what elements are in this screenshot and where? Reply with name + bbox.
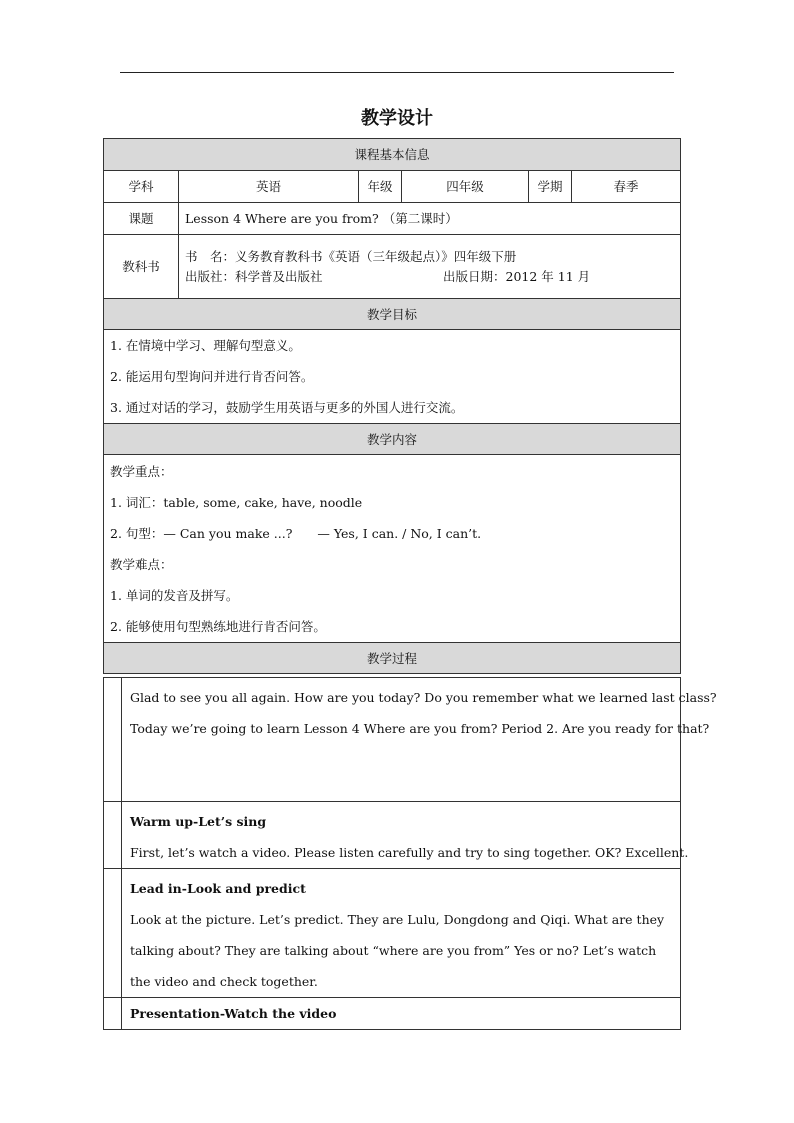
presentation-title: Presentation-Watch the video — [130, 1006, 337, 1021]
grade-value: 四年级 — [402, 171, 529, 203]
process-gutter — [104, 802, 122, 869]
header-rule — [120, 72, 674, 73]
key-points-label: 教学重点： — [110, 463, 173, 479]
textbook-name: 书 名：义务教育教科书《英语（三年级起点）》四年级下册 — [185, 248, 517, 264]
leadin-title: Lead in-Look and predict — [130, 881, 306, 896]
subject-label: 学科 — [104, 171, 179, 203]
textbook-publish-line — [185, 267, 674, 287]
goal-item: 3. 通过对话的学习，鼓励学生用英语与更多的外国人进行交流。 — [110, 400, 464, 415]
topic-value: Lesson 4 Where are you from? （第二课时） — [179, 203, 681, 235]
goal-item: 1. 在情境中学习、理解句型意义。 — [110, 338, 301, 353]
leadin-text: Look at the picture. Let’s predict. They are Lulu, Dongdong and Qiqi. What are they talking about? They are talking about “where are you from” Yes or no? Let’s watch the video and check together. — [130, 912, 665, 989]
key-point-item: 2. 句型：— Can you make ...? — Yes, I can. / No, I can’t. — [110, 525, 482, 541]
process-intro — [122, 678, 717, 802]
intro-line: Today we’re going to learn Lesson 4 Where are you from? Period 2. Are you ready for that? — [130, 721, 710, 736]
term-value: 春季 — [572, 171, 681, 203]
process-presentation — [122, 998, 681, 1030]
document-title: 教学设计 — [361, 108, 433, 129]
grade-label: 年级 — [359, 171, 402, 203]
textbook-details — [179, 235, 681, 299]
textbook-label: 教科书 — [104, 235, 179, 299]
section-header-basic-info: 课程基本信息 — [104, 139, 681, 171]
textbook-date: 出版日期：2012 年 11 月 — [443, 268, 591, 284]
topic-label: 课题 — [104, 203, 179, 235]
intro-line: Glad to see you all again. How are you today? Do you remember what we learned last class? — [130, 690, 717, 705]
lesson-plan-table — [103, 138, 681, 674]
process-leadin — [122, 869, 681, 998]
difficulty-item: 2. 能够使用句型熟练地进行肯否问答。 — [110, 618, 326, 634]
subject-value: 英语 — [179, 171, 359, 203]
goals-list — [104, 330, 681, 424]
section-header-content: 教学内容 — [104, 424, 681, 455]
process-gutter — [104, 869, 122, 998]
key-point-item: 1. 词汇：table, some, cake, have, noodle — [110, 494, 363, 510]
difficulty-label: 教学难点： — [110, 556, 173, 572]
content-list — [104, 455, 681, 643]
process-gutter — [104, 998, 122, 1030]
process-table — [103, 677, 717, 1030]
term-label: 学期 — [529, 171, 572, 203]
difficulty-item: 1. 单词的发音及拼写。 — [110, 587, 239, 603]
textbook-publisher: 出版社：科学普及出版社 — [185, 268, 323, 284]
warmup-text: First, let’s watch a video. Please listen carefully and try to sing together. OK? Excellent. — [130, 845, 689, 860]
section-header-goals: 教学目标 — [104, 299, 681, 330]
process-gutter — [104, 678, 122, 802]
section-header-process: 教学过程 — [104, 643, 681, 674]
goal-item: 2. 能运用句型询问并进行肯否问答。 — [110, 369, 314, 384]
process-warmup — [122, 802, 689, 869]
warmup-title: Warm up-Let’s sing — [130, 814, 267, 829]
